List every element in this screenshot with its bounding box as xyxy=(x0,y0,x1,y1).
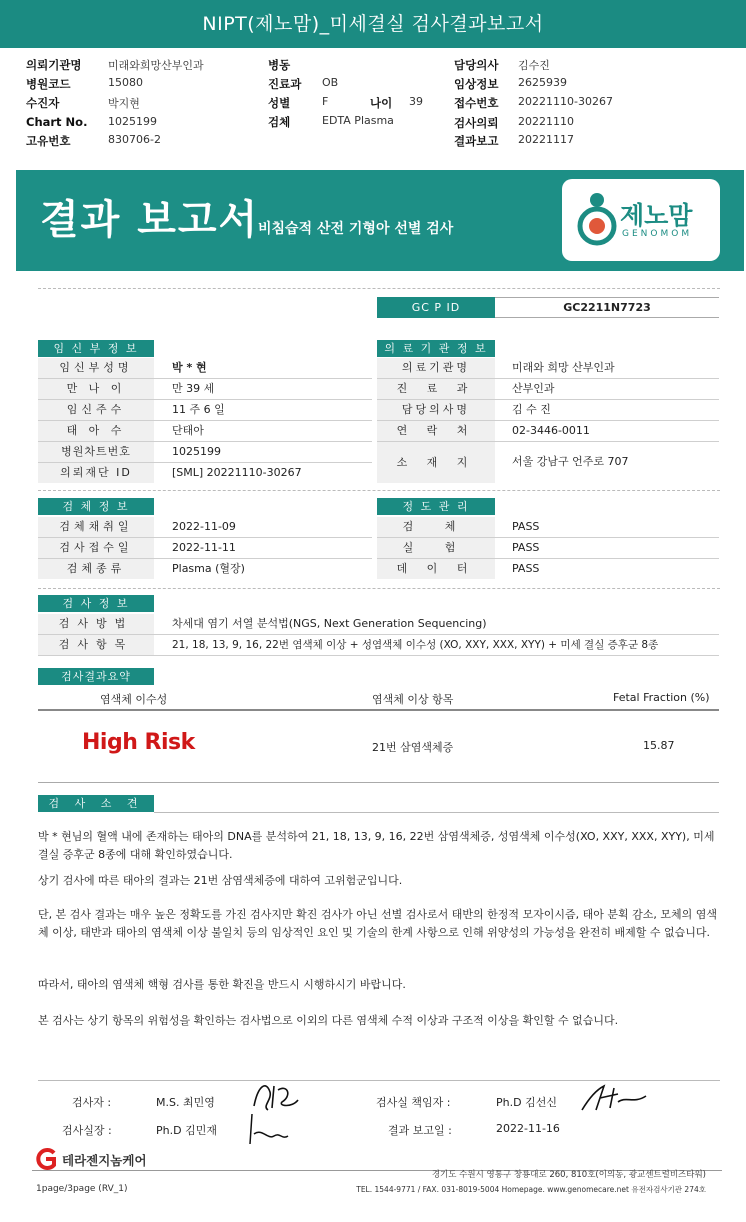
findings-underline xyxy=(154,812,719,813)
logo-text: 제노맘 xyxy=(620,201,693,230)
report-title: NIPT(제노맘)_미세결실 검사결과보고서 xyxy=(0,0,746,48)
test-info-header: 검 사 정 보 xyxy=(38,595,154,612)
footer-contact: TEL. 1544-9771 / FAX. 031-8019-5004 Homepage. www.genomecare.net 유전자검사기관 274호 xyxy=(356,1185,706,1194)
meta-label: 나이 xyxy=(370,96,393,110)
meta-value: 39 xyxy=(409,95,423,108)
gcp-id-value: GC2211N7723 xyxy=(495,297,719,318)
footer-address: 경기도 수원시 영통구 창룡대로 260, 810호(이의동, 광교센트럴비즈타워) xyxy=(431,1170,706,1180)
meta-label: 진료과 xyxy=(268,77,302,91)
meta-label: 임상정보 xyxy=(454,77,499,91)
mother-baby-icon xyxy=(576,190,618,248)
meta-value: OB xyxy=(322,76,339,89)
meta-value: 20221110 xyxy=(518,115,574,128)
field-value: 단태아 xyxy=(172,424,204,437)
field-value: 서울 강남구 언주로 707 xyxy=(512,455,629,468)
company-logo-icon xyxy=(32,1148,60,1170)
divider xyxy=(38,288,720,289)
field-value: PASS xyxy=(512,541,540,554)
field-value: Plasma (혈장) xyxy=(172,562,245,575)
field-label: 담당의사명 xyxy=(377,400,495,420)
findings-paragraph: 단, 본 검사 결과는 매우 높은 정확도를 가진 검사지만 확진 검사가 아닌 선별 검사로서 태반의 한정적 모자이시즘, 태아 분획 감소, 모체의 염색체 이상, 태반과 태아의 염색체 이상 불일치 등의 임상적인 요인 및 기술의 한계 사항으로 인해 위양성의 가능성을 완전히 배제할 수 없습니다. xyxy=(38,908,717,939)
responsible-signature xyxy=(578,1080,652,1116)
field-label: 임신주수 xyxy=(38,400,154,420)
meta-label: 고유번호 xyxy=(26,134,71,148)
risk-result: High Risk xyxy=(82,730,195,755)
field-label: 소 재 지 xyxy=(377,442,495,483)
meta-label: 수진자 xyxy=(26,96,60,110)
qc-info-header: 정 도 관 리 xyxy=(377,498,495,515)
meta-label: 검체 xyxy=(268,115,291,129)
findings-paragraph: 본 검사는 상기 항목의 위험성을 확인하는 검사법으로 이외의 다른 염색체 수적 이상과 구조적 이상을 확인할 수 없습니다. xyxy=(38,1014,619,1027)
meta-label: 결과보고 xyxy=(454,134,499,148)
meta-label: 병동 xyxy=(268,58,291,72)
field-value: 차세대 염기 서열 분석법(NGS, Next Generation Sequencing) xyxy=(172,617,487,630)
meta-value: 2625939 xyxy=(518,76,567,89)
field-label: 의료기관명 xyxy=(377,358,495,378)
meta-value: EDTA Plasma xyxy=(322,114,394,127)
divider xyxy=(38,490,720,491)
meta-block xyxy=(0,52,746,152)
banner-title: 결과 보고서 xyxy=(40,197,260,243)
institution-info-header: 의 료 기 관 정 보 xyxy=(377,340,495,357)
banner-subtitle: 비침습적 산전 기형아 선별 검사 xyxy=(258,221,454,237)
field-value: 미래와 희망 산부인과 xyxy=(512,361,615,374)
institution-info-table xyxy=(377,358,719,482)
field-label: 진 료 과 xyxy=(377,379,495,399)
field-label: 데 이 터 xyxy=(377,559,495,579)
field-value: 21, 18, 13, 9, 16, 22번 염색체 이상 + 성염색체 이수성 (XO, XXY, XXX, XYY) + 미세 결실 증후군 8종 xyxy=(172,639,659,651)
field-value: 11 주 6 일 xyxy=(172,403,225,416)
field-value: 김 수 진 xyxy=(512,403,551,416)
meta-label: 담당의사 xyxy=(454,58,499,72)
findings-paragraph: 박 * 현님의 혈액 내에 존재하는 태아의 DNA를 분석하여 21, 18, 13, 9, 16, 22번 삼염색체증, 성염색체 이수성(XO, XXY, XXX, XYY), 미세 결실 증후군 8종에 대해 확인하였습니다. xyxy=(38,830,715,861)
field-label: 검 체 xyxy=(377,517,495,537)
abnormal-item: 21번 삼염색체증 xyxy=(372,741,454,754)
summary-column-header xyxy=(38,687,719,711)
field-value: 2022-11-11 xyxy=(172,541,236,554)
report-date-label: 결과 보고일 : xyxy=(388,1124,452,1137)
pregnant-info-header: 임 신 부 정 보 xyxy=(38,340,154,357)
field-value: 만 39 세 xyxy=(172,382,215,395)
field-value: 02-3446-0011 xyxy=(512,424,590,437)
field-value: PASS xyxy=(512,562,540,575)
fetal-fraction-value: 15.87 xyxy=(643,739,675,752)
company-name: 테라젠지놈케어 xyxy=(62,1153,147,1168)
gcp-id-label: GC P ID xyxy=(377,297,495,318)
summary-header: 검사결과요약 xyxy=(38,668,154,685)
meta-value: 미래와희망산부인과 xyxy=(108,59,204,72)
field-label: 검사접수일 xyxy=(38,538,154,558)
meta-label: 병원코드 xyxy=(26,77,71,91)
director-name: Ph.D 김민재 xyxy=(156,1124,217,1137)
tester-name: M.S. 최민영 xyxy=(156,1096,215,1109)
meta-label: 의뢰기관명 xyxy=(26,58,82,72)
meta-value: 20221110-30267 xyxy=(518,95,613,108)
meta-label: 검사의뢰 xyxy=(454,116,499,130)
findings-paragraph: 상기 검사에 따른 태아의 결과는 21번 삼염색체증에 대하여 고위험군입니다. xyxy=(38,874,403,887)
field-label: 검체채취일 xyxy=(38,517,154,537)
responsible-name: Ph.D 김선신 xyxy=(496,1096,557,1109)
field-label: 임신부성명 xyxy=(38,358,154,378)
field-value: 1025199 xyxy=(172,445,221,458)
meta-value: 김수진 xyxy=(518,59,550,72)
row-divider xyxy=(38,782,719,783)
meta-value: 15080 xyxy=(108,76,143,89)
field-value: 2022-11-09 xyxy=(172,520,236,533)
specimen-info-header: 검 체 정 보 xyxy=(38,498,154,515)
field-value: PASS xyxy=(512,520,540,533)
qc-info-table xyxy=(377,517,719,580)
field-label: 연 락 처 xyxy=(377,421,495,441)
field-label: 만 나 이 xyxy=(38,379,154,399)
field-label: 병원차트번호 xyxy=(38,442,154,462)
column-header: 염색체 이수성 xyxy=(100,693,168,706)
field-label: 태 아 수 xyxy=(38,421,154,441)
field-label: 검사방법 xyxy=(38,614,154,634)
meta-value: 1025199 xyxy=(108,115,157,128)
pregnant-info-table xyxy=(38,358,372,482)
findings-header: 검 사 소 견 xyxy=(38,795,154,812)
column-header: Fetal Fraction (%) xyxy=(613,691,710,704)
director-signature xyxy=(246,1110,292,1150)
meta-label: 성별 xyxy=(268,96,291,110)
meta-value: 박지현 xyxy=(108,97,140,110)
meta-label: 접수번호 xyxy=(454,96,499,110)
meta-value: 20221117 xyxy=(518,133,574,146)
specimen-info-table xyxy=(38,517,372,580)
field-label: 검사항목 xyxy=(38,635,154,655)
meta-label: Chart No. xyxy=(26,115,88,129)
logo-subtext: GENOMOM xyxy=(622,229,693,239)
responsible-label: 검사실 책임자 : xyxy=(376,1096,451,1109)
meta-value: F xyxy=(322,95,329,108)
field-value: 산부인과 xyxy=(512,382,555,395)
tester-label: 검사자 : xyxy=(72,1096,112,1109)
field-value: [SML] 20221110-30267 xyxy=(172,466,302,479)
column-header: 염색체 이상 항목 xyxy=(372,693,454,706)
divider xyxy=(38,588,720,589)
test-info-table xyxy=(38,614,719,656)
page-number: 1page/3page (RV_1) xyxy=(36,1184,128,1194)
report-date: 2022-11-16 xyxy=(496,1122,560,1135)
meta-value: 830706-2 xyxy=(108,133,161,146)
findings-paragraph: 따라서, 태아의 염색체 핵형 검사를 통한 확진을 반드시 시행하시기 바랍니다. xyxy=(38,978,406,991)
director-label: 검사실장 : xyxy=(62,1124,112,1137)
field-value: 박 * 현 xyxy=(172,361,207,374)
field-label: 검체종류 xyxy=(38,559,154,579)
field-label: 의뢰재단 ID xyxy=(38,463,154,483)
row-divider xyxy=(38,655,719,656)
field-label: 실 험 xyxy=(377,538,495,558)
